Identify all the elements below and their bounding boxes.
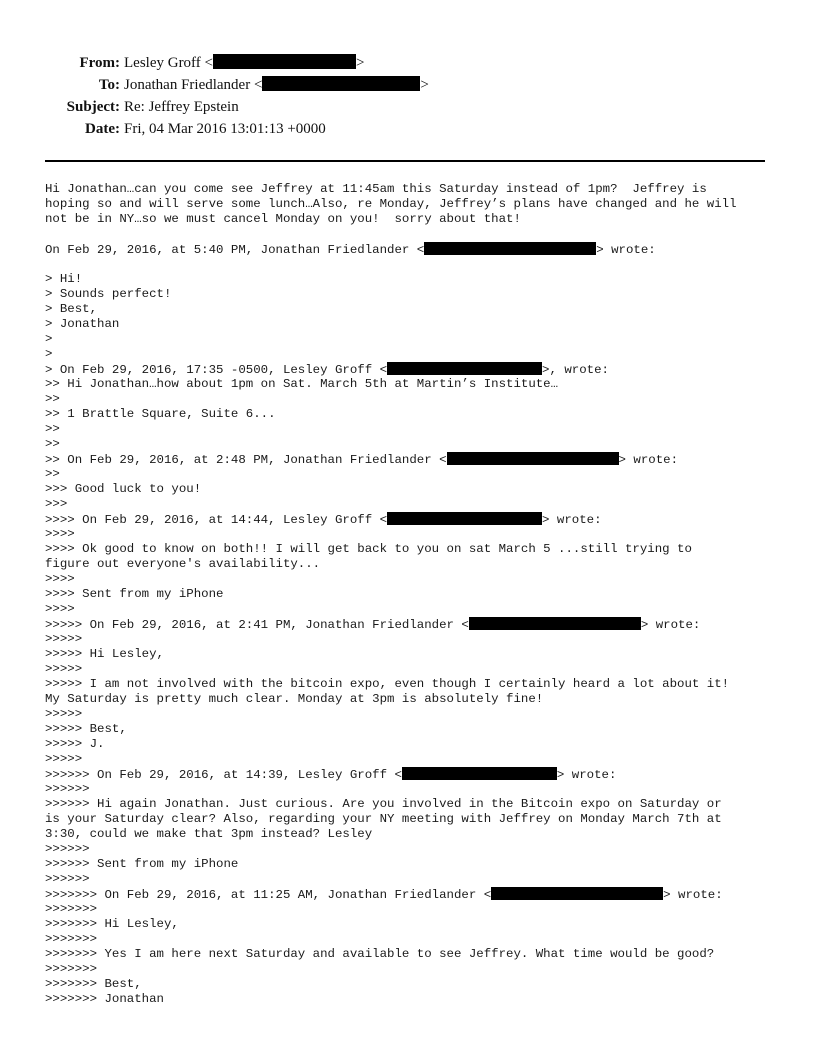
- body-line: [45, 902, 785, 917]
- body-line-text: >>>>>>> Yes I am here next Saturday and available to see Jeffrey. What time would be good?: [45, 947, 715, 961]
- body-line-text: >>: [45, 467, 60, 481]
- body-line-text: >>>>>>: [45, 782, 90, 796]
- body-line: [45, 782, 785, 797]
- body-line: [45, 497, 785, 512]
- body-line: [45, 542, 785, 557]
- body-line: [45, 227, 785, 242]
- from-value: [124, 52, 364, 74]
- to-value: [124, 74, 429, 96]
- redaction-bar: [469, 617, 641, 630]
- body-line: [45, 332, 785, 347]
- redaction-bar: [387, 512, 542, 525]
- body-line-text: > On Feb 29, 2016, 17:35 -0500, Lesley Groff <: [45, 363, 388, 377]
- body-line-suffix: > wrote:: [542, 513, 602, 527]
- body-line: [45, 872, 785, 887]
- body-line-text: > Sounds perfect!: [45, 287, 172, 301]
- body-line-text: >>>>>> Sent from my iPhone: [45, 857, 239, 871]
- body-line: [45, 662, 785, 677]
- body-line-text: >: [45, 347, 53, 361]
- body-line: [45, 482, 785, 497]
- body-line-text: > Best,: [45, 302, 98, 316]
- from-name: Lesley Groff <: [124, 55, 213, 71]
- body-line-text: >>>>>>: [45, 842, 90, 856]
- body-line-suffix: > wrote:: [596, 243, 656, 257]
- body-line: [45, 377, 785, 392]
- body-line-text: On Feb 29, 2016, at 5:40 PM, Jonathan Friedlander <: [45, 243, 425, 257]
- body-line-text: >>>>>>>: [45, 902, 98, 916]
- body-line-text: My Saturday is pretty much clear. Monday at 3pm is absolutely fine!: [45, 692, 544, 706]
- body-line: [45, 797, 785, 812]
- body-line: [45, 287, 785, 302]
- body-line-text: Hi Jonathan…can you come see Jeffrey at 11:45am this Saturday instead of 1pm? Jeffrey is: [45, 182, 707, 196]
- redaction-bar: [213, 54, 356, 69]
- body-line-text: >>: [45, 437, 60, 451]
- body-line-text: >>>>: [45, 602, 75, 616]
- body-line-text: >>>>>> Hi again Jonathan. Just curious. Are you involved in the Bitcoin expo on Saturday or: [45, 797, 722, 811]
- body-line: [45, 467, 785, 482]
- body-line-text: >: [45, 332, 53, 346]
- body-line-text: >>>>>>> On Feb 29, 2016, at 11:25 AM, Jonathan Friedlander <: [45, 888, 492, 902]
- body-line: [45, 632, 785, 647]
- body-line-text: >>>> On Feb 29, 2016, at 14:44, Lesley Groff <: [45, 513, 388, 527]
- body-line: [45, 317, 785, 332]
- header-date: [0, 118, 816, 140]
- body-line: [45, 602, 785, 617]
- date-value: Fri, 04 Mar 2016 13:01:13 +0000: [124, 121, 326, 137]
- body-line: [45, 257, 785, 272]
- body-line: [45, 977, 785, 992]
- body-line: [45, 392, 785, 407]
- body-line: [45, 272, 785, 287]
- body-line-text: > Hi!: [45, 272, 83, 286]
- redaction-bar: [447, 452, 619, 465]
- body-line: [45, 992, 785, 1007]
- body-line: [45, 767, 785, 782]
- date-label: Date:: [85, 121, 120, 137]
- body-line: [45, 572, 785, 587]
- body-line: [45, 842, 785, 857]
- body-line: [45, 407, 785, 422]
- body-line: [45, 587, 785, 602]
- body-line: [45, 752, 785, 767]
- body-line-text: >>>>>>> Hi Lesley,: [45, 917, 179, 931]
- body-line-text: >>>>>>> Best,: [45, 977, 142, 991]
- body-line-text: >>>>> On Feb 29, 2016, at 2:41 PM, Jonathan Friedlander <: [45, 618, 469, 632]
- body-line: [45, 527, 785, 542]
- body-line: [45, 437, 785, 452]
- body-line-text: hoping so and will serve some lunch…Also, re Monday, Jeffrey’s plans have changed and he will: [45, 197, 737, 211]
- body-line-text: >>>> Ok good to know on both!! I will get back to you on sat March 5 ...still trying to: [45, 542, 692, 556]
- body-line-suffix: >, wrote:: [542, 363, 609, 377]
- body-line: [45, 857, 785, 872]
- body-line: [45, 512, 785, 527]
- body-line-suffix: > wrote:: [663, 888, 723, 902]
- body-line: [45, 212, 785, 227]
- body-line-text: >>>>> J.: [45, 737, 105, 751]
- body-line: [45, 422, 785, 437]
- body-line-text: >>>>>: [45, 662, 83, 676]
- body-line: [45, 962, 785, 977]
- subject-value: Re: Jeffrey Epstein: [124, 99, 239, 115]
- body-line: [45, 812, 785, 827]
- body-line-text: is your Saturday clear? Also, regarding your NY meeting with Jeffrey on Monday March 7th at: [45, 812, 722, 826]
- body-line: [45, 452, 785, 467]
- body-line-text: 3:30, could we make that 3pm instead? Lesley: [45, 827, 373, 841]
- redaction-bar: [402, 767, 557, 780]
- body-line: [45, 827, 785, 842]
- body-line-text: >>>>>>>: [45, 962, 98, 976]
- body-line-text: >>> Good luck to you!: [45, 482, 202, 496]
- body-line: [45, 917, 785, 932]
- body-line-text: figure out everyone's availability...: [45, 557, 321, 571]
- to-name: Jonathan Friedlander <: [124, 77, 263, 93]
- body-line: [45, 647, 785, 662]
- body-line-text: >>>> Sent from my iPhone: [45, 587, 224, 601]
- header-from: [0, 52, 816, 74]
- body-line-suffix: > wrote:: [640, 618, 701, 632]
- header-divider: [45, 160, 765, 162]
- body-line-text: >> 1 Brattle Square, Suite 6...: [45, 407, 276, 421]
- body-line-text: >>>>> Best,: [45, 722, 127, 736]
- body-line-suffix: > wrote:: [556, 768, 617, 782]
- body-line-text: >>>>>> On Feb 29, 2016, at 14:39, Lesley Groff <: [45, 768, 402, 782]
- body-line-text: >>>>: [45, 527, 75, 541]
- body-line: [45, 887, 785, 902]
- body-line: [45, 362, 785, 377]
- to-end: >: [420, 77, 429, 93]
- body-line-suffix: > wrote:: [618, 453, 679, 467]
- body-line-text: >>>>>>>: [45, 932, 98, 946]
- body-line: [45, 242, 785, 257]
- body-line: [45, 182, 785, 197]
- body-line: [45, 557, 785, 572]
- redaction-bar: [491, 887, 663, 900]
- body-line: [45, 692, 785, 707]
- body-line: [45, 722, 785, 737]
- body-line-text: >>>>>: [45, 632, 83, 646]
- body-line: [45, 947, 785, 962]
- body-line-text: >>>: [45, 497, 68, 511]
- body-line-text: >>: [45, 422, 60, 436]
- body-line-text: >>>>>: [45, 707, 83, 721]
- redaction-bar: [387, 362, 542, 375]
- body-line-text: >> On Feb 29, 2016, at 2:48 PM, Jonathan Friedlander <: [45, 453, 447, 467]
- from-end: >: [356, 55, 365, 71]
- subject-label: Subject:: [66, 99, 120, 115]
- header-subject: [0, 96, 816, 118]
- redaction-bar: [262, 76, 420, 91]
- body-line-text: >>>>>>: [45, 872, 90, 886]
- body-line-text: >>>>>: [45, 752, 83, 766]
- body-line: [45, 617, 785, 632]
- body-line-text: >>>>>>> Jonathan: [45, 992, 164, 1006]
- body-line: [45, 737, 785, 752]
- body-line: [45, 677, 785, 692]
- from-label: From:: [79, 55, 120, 71]
- redaction-bar: [424, 242, 596, 255]
- body-line: [45, 707, 785, 722]
- body-line: [45, 347, 785, 362]
- body-line-text: >> Hi Jonathan…how about 1pm on Sat. March 5th at Martin’s Institute…: [45, 377, 559, 391]
- body-line-text: >>>>> Hi Lesley,: [45, 647, 164, 661]
- to-label: To:: [98, 77, 120, 93]
- body-line-text: not be in NY…so we must cancel Monday on you! sorry about that!: [45, 212, 521, 226]
- body-line-text: > Jonathan: [45, 317, 120, 331]
- header-to: [0, 74, 816, 96]
- email-body: [45, 182, 785, 1007]
- body-line-text: >>>>> I am not involved with the bitcoin expo, even though I certainly heard a lot about it!: [45, 677, 730, 691]
- body-line: [45, 302, 785, 317]
- body-line: [45, 932, 785, 947]
- body-line-text: >>>>: [45, 572, 75, 586]
- body-line-text: >>: [45, 392, 60, 406]
- body-line: [45, 197, 785, 212]
